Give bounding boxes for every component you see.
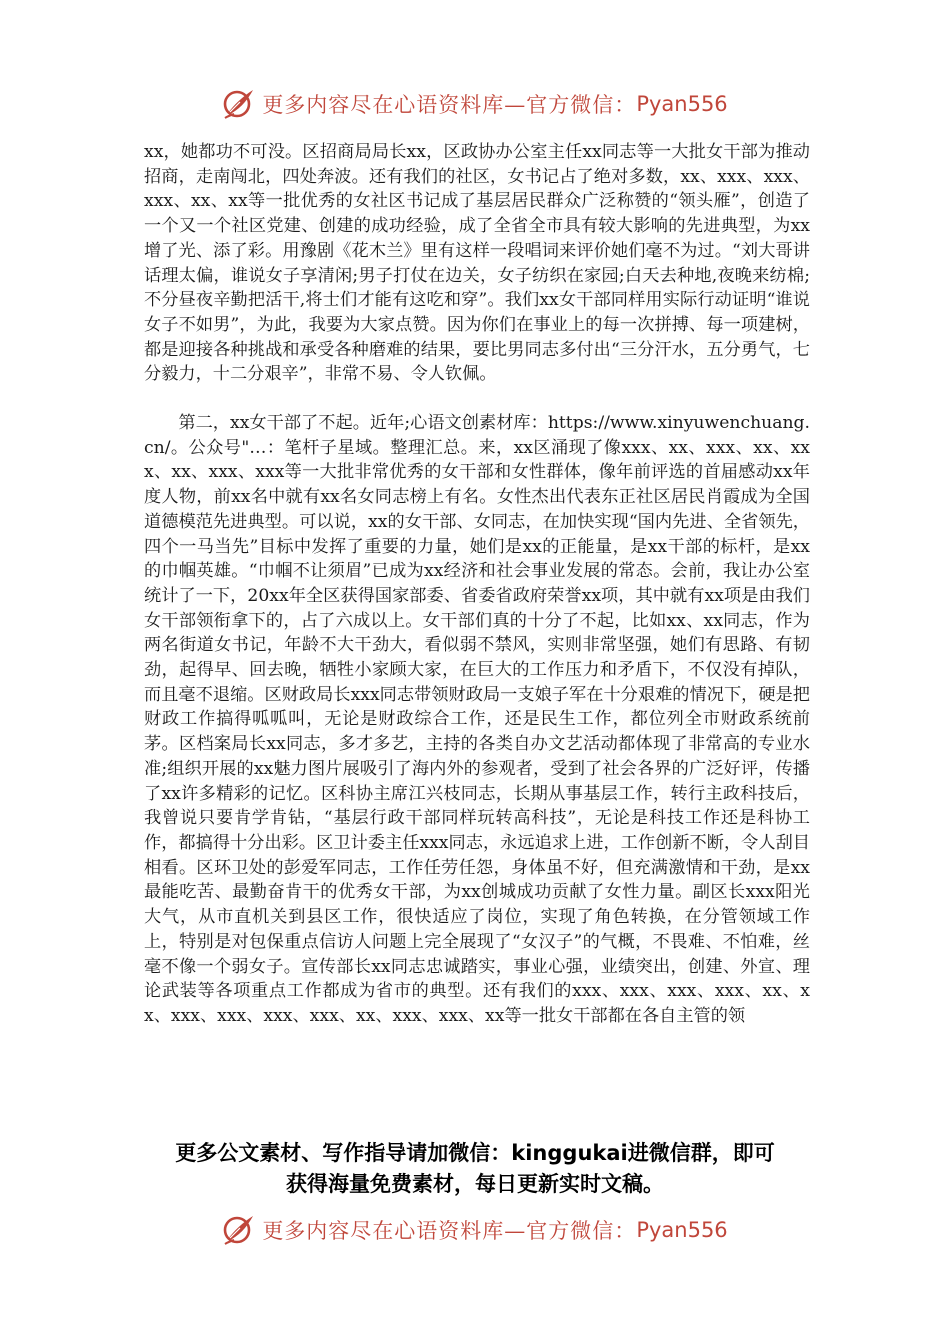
promo-line-2: 获得海量免费素材，每日更新实时文稿。 bbox=[286, 1172, 664, 1196]
banner-text: 更多内容尽在心语资料库—官方微信： bbox=[262, 1219, 637, 1243]
paragraph-2: 第二，xx女干部了不起。近年;心语文创素材库：https://www.xinyuwenchuang.cn/。公众号"…：笔杆子星域。整理汇总。来，xx区涌现了像xxx、xx、xxx、xx、xxx、xx、xxx、xxx等一大批非常优秀的女干部和女性群体，像年前评选的首届感动xx年度人物，前xx名中就有xx名女同志榜上有名。女性杰出代表东正社区居民肖霞成为全国道德模范先进典型。可以说，xx的女干部、女同志，在加快实现“国内先进、全省领先，四个一马当先”目标中发挥了重要的力量，她们是xx的正能量，是xx干部的标杆，是xx的巾帼英雄。“巾帼不让须眉”已成为xx经济和社会事业发展的常态。会前，我让办公室统计了一下，20xx年全区获得国家部委、省委省政府荣誉xx项，其中就有xx项是由我们女干部领衔拿下的，占了六成以上。女干部们真的十分了不起，比如xx、xx同志，作为两名街道女书记，年龄不大干劲大，看似弱不禁风，实则非常坚强，她们有思路、有韧劲，起得早、回去晚，牺牲小家顾大家，在巨大的工作压力和矛盾下，不仅没有掉队，而且毫不退缩。区财政局长xxx同志带领财政局一支娘子军在十分艰难的情况下，硬是把财政工作搞得呱呱叫，无论是财政综合工作，还是民生工作，都位列全市财政系统前茅。区档案局长xx同志，多才多艺，主持的各类自办文艺活动都体现了非常高的专业水准;组织开展的xx魅力图片展吸引了海内外的参观者，受到了社会各界的广泛好评，传播了xx许多精彩的记忆。区科协主席江兴枝同志，长期从事基层工作，转行主政科技后，我曾说只要肯学肯钻，“基层行政干部同样玩转高科技”，无论是科技工作还是科协工作，都搞得十分出彩。区卫计委主任xxx同志，永远追求上进，工作创新不断，令人刮目相看。区环卫处的彭爱军同志，工作任劳任怨，身体虽不好，但充满激情和干劲，是xx最能吃苦、最勤奋肯干的优秀女干部，为xx创城成功贡献了女性力量。副区长xxx阳光大气，从市直机关到县区工作，很快适应了岗位，实现了角色转换，在分管领域工作上，特别是对包保重点信访人问题上完全展现了“女汉子”的气概，不畏难、不怕难，丝毫不像一个弱女子。宣传部长xx同志忠诚踏实，事业心强，业绩突出，创建、外宣、理论武装等各项重点工作都成为省市的典型。还有我们的xxx、xxx、xxx、xxx、xx、xx、xxx、xxx、xxx、xxx、xx、xxx、xxx、xx等一批女干部都在各自主管的领 bbox=[144, 413, 810, 1026]
footer-banner bbox=[0, 1210, 950, 1250]
quill-logo-icon bbox=[222, 87, 256, 121]
promo-notice bbox=[120, 1138, 830, 1200]
promo-line-1: 更多公文素材、写作指导请加微信：kinggukai进微信群，即可 bbox=[175, 1141, 775, 1165]
banner-wechat-id: Pyan556 bbox=[636, 1218, 728, 1242]
quill-logo-icon bbox=[222, 1213, 256, 1247]
header-banner bbox=[0, 84, 950, 124]
document-body bbox=[144, 140, 810, 1029]
banner-wechat-id: Pyan556 bbox=[636, 92, 728, 116]
paragraph-1: xx，她都功不可没。区招商局局长xx，区政协办公室主任xx同志等一大批女干部为推动招商，走南闯北，四处奔波。还有我们的社区，女书记占了绝对多数，xx、xxx、xxx、xxx、xx、xx等一批优秀的女社区书记成了基层居民群众广泛称赞的“领头雁”，创造了一个又一个社区党建、创建的成功经验，成了全省全市具有较大影响的先进典型，为xx增了光、添了彩。用豫剧《花木兰》里有这样一段唱词来评价她们毫不为过。“刘大哥讲话理太偏，谁说女子享清闲;男子打仗在边关，女子纺织在家园;白天去种地,夜晚来纺棉;不分昼夜辛勤把活干,将士们才能有这吃和穿”。我们xx女干部同样用实际行动证明“谁说女子不如男”，为此，我要为大家点赞。因为你们在事业上的每一次拼搏、每一项建树，都是迎接各种挑战和承受各种磨难的结果，要比男同志多付出“三分汗水，五分勇气，七分毅力，十二分艰辛”，非常不易、令人钦佩。 bbox=[144, 142, 810, 385]
banner-text: 更多内容尽在心语资料库—官方微信： bbox=[262, 93, 637, 117]
